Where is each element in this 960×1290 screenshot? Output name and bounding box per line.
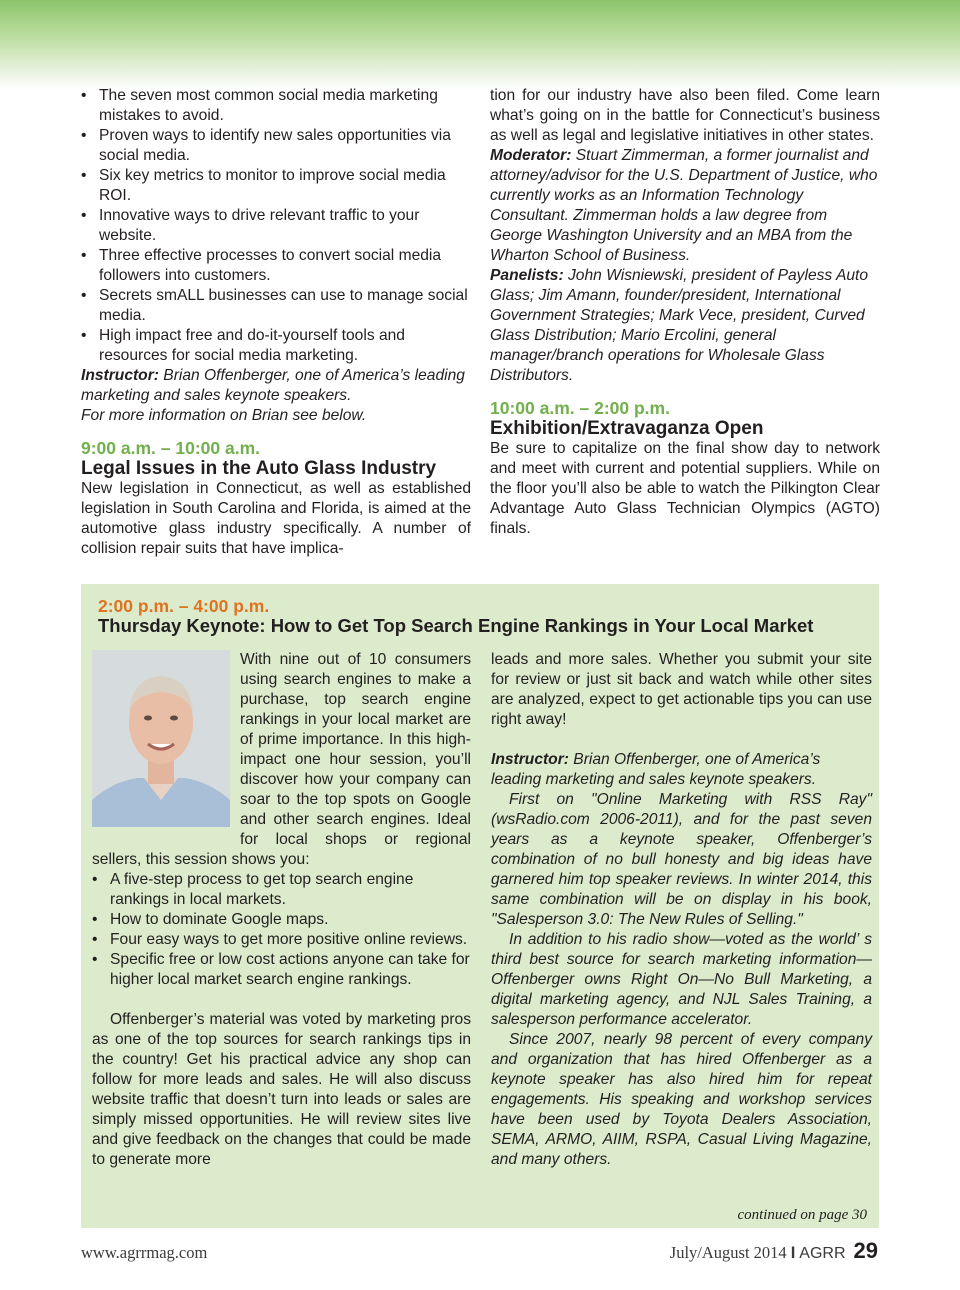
- keynote-left-column: [92, 650, 471, 1170]
- moderator-label: Moderator:: [490, 147, 572, 164]
- list-item: • Innovative ways to drive relevant traffic to your website.: [81, 206, 471, 246]
- footer-issue-info: [670, 1238, 878, 1264]
- keynote-material: Offenberger’s material was voted by marketing pros as one of the top sources for search rankings tips in the country! Get his practical advice any shop can follow for more leads and sales. He will also discuss website traffic that doesn’t turn into leads or sales are simply missed opportunities. He will review sites live and give feedback on the changes that could be made to generate more: [92, 1011, 471, 1168]
- list-item: • Secrets smALL businesses can use to manage social media.: [81, 286, 471, 326]
- keynote-intro: With nine out of 10 consumers using search engines to make a purchase, top search engine rankings in your local market are of prime importance. In this high-impact one hour session, you’ll discover how your company can soar to the top spots on Google and other search engines. Ideal for local shops or regional sellers, this session shows you:: [92, 651, 471, 868]
- panelists-credit: [490, 266, 880, 386]
- instructor-text: Brian Offenberger, one of America’s leading marketing and sales keynote speakers.: [491, 751, 821, 788]
- panelists-label: Panelists:: [490, 267, 564, 284]
- instructor-credit: [81, 366, 471, 406]
- moderator-credit: [490, 146, 880, 266]
- keynote-time: 2:00 p.m. – 4:00 p.m.: [98, 596, 270, 616]
- session-title: Legal Issues in the Auto Glass Industry: [81, 458, 437, 479]
- keynote-instructor: [491, 750, 872, 790]
- speaker-bio-1: First on "Online Marketing with RSS Ray" (wsRadio.com 2006-2011), and for the past seven years as a keynote speaker, Offenberger’s combination of no bull honesty and big ideas have garnered him top speaker reviews. In winter 2014, this same combination will be on display in his book, "Salesperson 3.0: The New Rules of Selling.": [491, 791, 872, 928]
- speaker-bio-3: Since 2007, nearly 98 percent of every company and organization that has hired Offenberger as a keynote speaker has also hired him for repeat engagements. His speaking and workshop services have been used by Toyota Dealers Association, SEMA, ARMO, AIIM, RSPA, Casual Living Magazine, and many others.: [491, 1031, 872, 1168]
- footer-magazine: AGRR: [799, 1245, 846, 1262]
- keynote-box: [81, 584, 879, 1228]
- social-media-bullet-list: [81, 86, 471, 366]
- instructor-more-info: For more information on Brian see below.: [81, 407, 367, 424]
- speaker-photo: [92, 650, 230, 827]
- instructor-label: Instructor:: [491, 751, 569, 768]
- right-column: [490, 86, 880, 539]
- session-body: Be sure to capitalize on the final show day to network and meet with current and potential suppliers. While on the floor you’ll also be able to watch the Pilkington Clear Advantage Auto Glass Technician Olympics (AGTO) finals.: [490, 440, 880, 537]
- left-column: [81, 86, 471, 559]
- keynote-bullet-list: [92, 870, 471, 990]
- keynote-right-column: [491, 650, 872, 1170]
- session-title: Exhibition/Extravaganza Open: [490, 418, 764, 439]
- instructor-text: Brian Offenberger, one of America’s leading marketing and sales keynote speakers.: [81, 367, 465, 404]
- panelists-text: John Wisniewski, president of Payless Auto Glass; Jim Amann, founder/president, International Government Strategies; Mark Vece, president, Curved Glass Distribution; Mario Ercolini, general manager/branch operations for Wholesale Glass Distributors.: [490, 267, 869, 384]
- list-item: • Four easy ways to get more positive online reviews.: [92, 930, 471, 950]
- speaker-bio-2: In addition to his radio show—voted as the world’ s third best source for search marketing information—Offenberger owns Right On—No Bull Marketing, a digital marketing agency, and NJL Sales Training, a salesperson performance accelerator.: [491, 931, 872, 1028]
- session-time: 10:00 a.m. – 2:00 p.m.: [490, 398, 670, 418]
- footer-issue-date: July/August 2014: [669, 1243, 787, 1262]
- instructor-label: Instructor:: [81, 367, 159, 384]
- page-number: 29: [853, 1238, 878, 1263]
- list-item: • A five-step process to get top search engine rankings in local markets.: [92, 870, 471, 910]
- list-item: • High impact free and do-it-yourself tools and resources for social media marketing.: [81, 326, 471, 366]
- keynote-title: Thursday Keynote: How to Get Top Search Engine Rankings in Your Local Market: [98, 615, 814, 636]
- header-band: [0, 0, 960, 90]
- list-item: • How to dominate Google maps.: [92, 910, 471, 930]
- speaker-portrait-image: [92, 650, 230, 827]
- keynote-right-body: leads and more sales. Whether you submit your site for review or just sit back and watch while other sites are analyzed, expect to get actionable tips you can use right away!: [491, 651, 872, 728]
- session-body: New legislation in Connecticut, as well as established legislation in South Carolina and Florida, is aimed at the automotive glass industry specifically. A number of collision repair suits that have implica-: [81, 480, 471, 557]
- list-item: • The seven most common social media marketing mistakes to avoid.: [81, 86, 471, 126]
- list-item: • Six key metrics to monitor to improve social media ROI.: [81, 166, 471, 206]
- footer-website: www.agrrmag.com: [81, 1243, 208, 1262]
- legal-continued-body: tion for our industry have also been filed. Come learn what’s going on in the battle for Connecticut’s business as well as legal and legislative initiatives in other states.: [490, 87, 880, 144]
- moderator-text: Stuart Zimmerman, a former journalist and attorney/advisor for the U.S. Department of Justice, who currently works as an Information Technology Consultant. Zimmerman holds a law degree from George Washington University and an MBA from the Wharton School of Business.: [490, 147, 878, 264]
- continued-on-page: continued on page 30: [737, 1207, 867, 1223]
- footer-separator: I: [790, 1244, 796, 1262]
- list-item: • Proven ways to identify new sales opportunities via social media.: [81, 126, 471, 166]
- session-time: 9:00 a.m. – 10:00 a.m.: [81, 438, 260, 458]
- list-item: • Three effective processes to convert social media followers into customers.: [81, 246, 471, 286]
- list-item: • Specific free or low cost actions anyone can take for higher local market search engine rankings.: [92, 950, 471, 990]
